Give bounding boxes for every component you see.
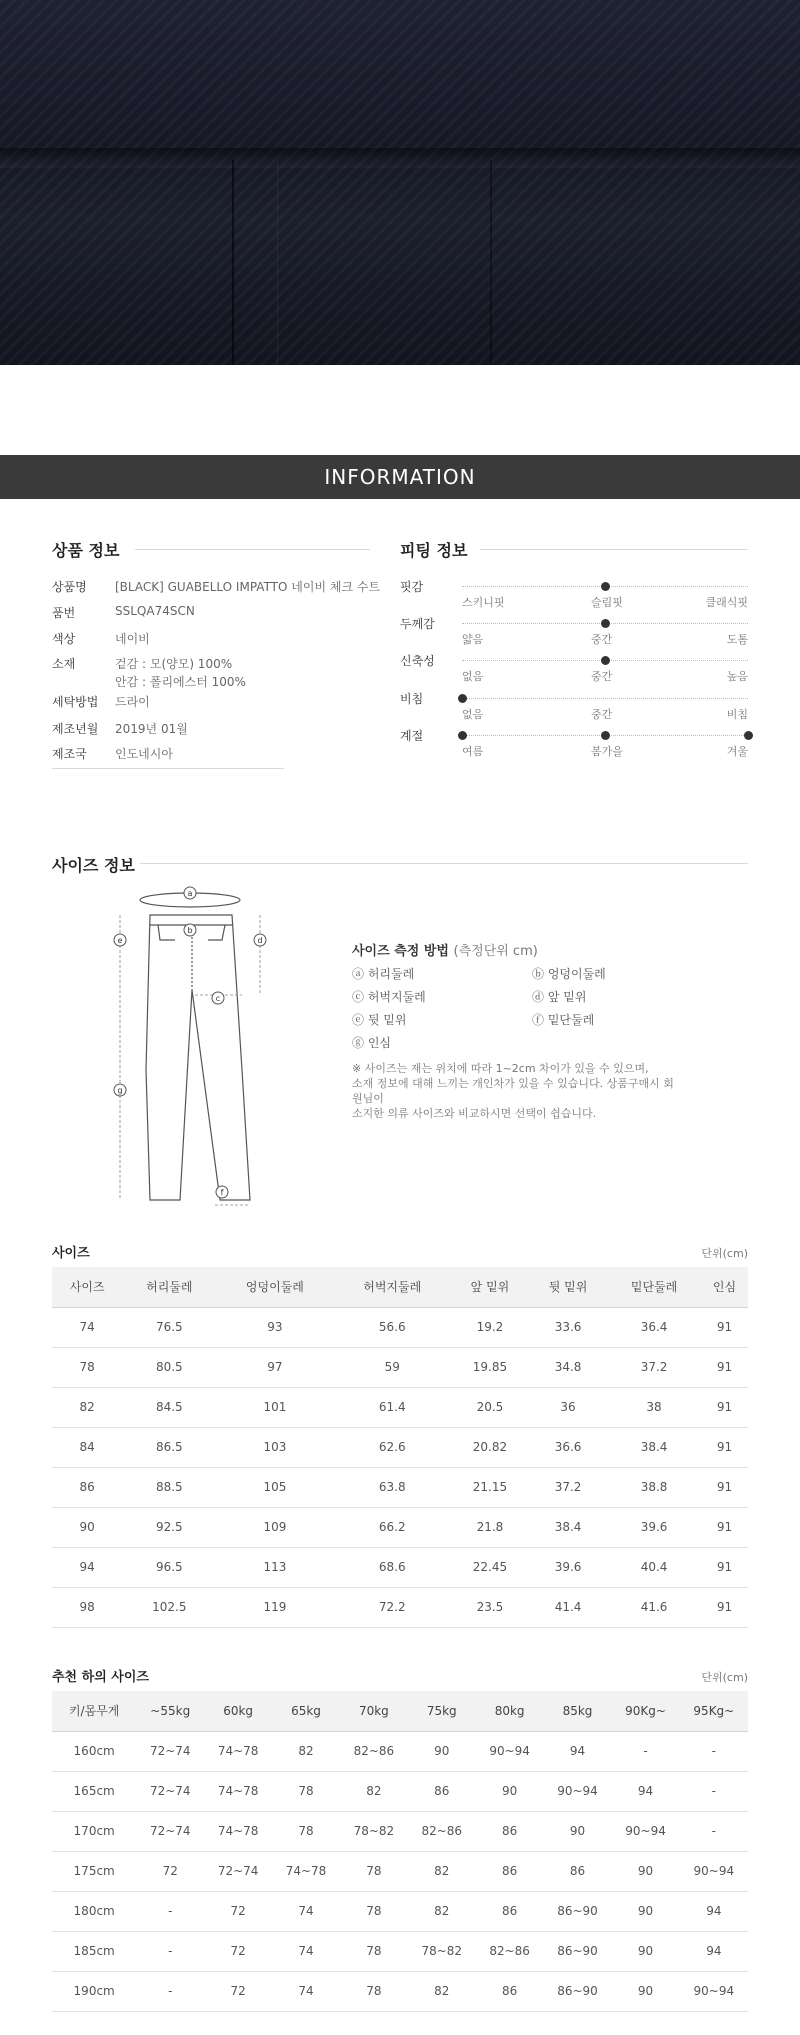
product-info-value: 인도네시아 bbox=[115, 747, 173, 761]
table-cell: 86 bbox=[476, 1851, 544, 1891]
table-header-cell: 80kg bbox=[476, 1691, 544, 1731]
table-cell: 78 bbox=[52, 1347, 122, 1387]
table-cell: 175cm bbox=[52, 1851, 136, 1891]
table-header-cell: 밑단둘레 bbox=[607, 1267, 701, 1307]
table-cell: 40.4 bbox=[607, 1547, 701, 1587]
table-row bbox=[52, 1467, 748, 1507]
recommended-size-unit: 단위(cm) bbox=[701, 1671, 748, 1684]
table-cell: 72 bbox=[204, 1971, 272, 2011]
table-row bbox=[52, 1891, 748, 1931]
table-cell: 22.45 bbox=[451, 1547, 529, 1587]
table-cell: 74~78 bbox=[204, 1771, 272, 1811]
table-cell: 21.8 bbox=[451, 1507, 529, 1547]
table-cell: 38 bbox=[607, 1387, 701, 1427]
method-unit: (측정단위 cm) bbox=[453, 944, 538, 959]
table-cell: 94 bbox=[52, 1547, 122, 1587]
table-cell: 94 bbox=[680, 1891, 748, 1931]
product-info-title: 상품 정보 bbox=[52, 541, 120, 560]
table-cell: 82 bbox=[408, 1971, 476, 2011]
table-header-cell: 65kg bbox=[272, 1691, 340, 1731]
pants-measurement-diagram bbox=[100, 880, 300, 1210]
table-cell: 86~90 bbox=[544, 1971, 612, 2011]
table-cell: 19.85 bbox=[451, 1347, 529, 1387]
table-cell: 36.4 bbox=[607, 1307, 701, 1347]
table-cell: 90~94 bbox=[544, 1771, 612, 1811]
table-cell: 61.4 bbox=[334, 1387, 451, 1427]
fitting-selected-dot bbox=[601, 582, 610, 591]
product-info-value: 네이비 bbox=[115, 632, 150, 646]
table-cell: 72~74 bbox=[204, 1851, 272, 1891]
fitting-label: 두께감 bbox=[400, 617, 435, 631]
table-cell: 103 bbox=[216, 1427, 333, 1467]
table-cell: 20.82 bbox=[451, 1427, 529, 1467]
table-cell: 86 bbox=[408, 1771, 476, 1811]
table-row bbox=[52, 1587, 748, 1627]
product-info-key: 제조년월 bbox=[52, 722, 99, 736]
table-row bbox=[52, 1811, 748, 1851]
table-cell: 82 bbox=[408, 1891, 476, 1931]
table-cell: 180cm bbox=[52, 1891, 136, 1931]
table-cell: 170cm bbox=[52, 1811, 136, 1851]
table-cell: 105 bbox=[216, 1467, 333, 1507]
table-cell: 98 bbox=[52, 1587, 122, 1627]
product-info-value: [BLACK] GUABELLO IMPATTO 네이비 체크 수트 bbox=[115, 580, 381, 594]
table-cell: 72 bbox=[136, 1851, 204, 1891]
table-cell: 78 bbox=[340, 1971, 408, 2011]
table-cell: 82 bbox=[408, 1851, 476, 1891]
table-row bbox=[52, 1971, 748, 2011]
product-info-key: 소재 bbox=[52, 657, 76, 671]
table-cell: 86 bbox=[544, 1851, 612, 1891]
fitting-option: 비침 bbox=[726, 708, 748, 721]
table-header-cell: 95Kg~ bbox=[680, 1691, 748, 1731]
table-cell: 82 bbox=[52, 1387, 122, 1427]
table-cell: 84.5 bbox=[122, 1387, 216, 1427]
marker-label-g: g bbox=[117, 1086, 123, 1095]
table-cell: 19.2 bbox=[451, 1307, 529, 1347]
product-info-key: 세탁방법 bbox=[52, 695, 99, 709]
table-cell: 80.5 bbox=[122, 1347, 216, 1387]
product-info-value: 2019년 01월 bbox=[115, 722, 188, 736]
table-cell: 91 bbox=[701, 1507, 748, 1547]
fitting-option: 중간 bbox=[591, 708, 613, 721]
table-cell: 59 bbox=[334, 1347, 451, 1387]
table-cell: 165cm bbox=[52, 1771, 136, 1811]
table-cell: 86~90 bbox=[544, 1931, 612, 1971]
table-cell: 72~74 bbox=[136, 1811, 204, 1851]
table-cell: 41.4 bbox=[529, 1587, 607, 1627]
fitting-selected-dot bbox=[601, 619, 610, 628]
table-row bbox=[52, 1547, 748, 1587]
table-cell: 93 bbox=[216, 1307, 333, 1347]
table-cell: 78 bbox=[340, 1891, 408, 1931]
table-header-cell: 허리둘레 bbox=[122, 1267, 216, 1307]
table-cell: 74 bbox=[272, 1931, 340, 1971]
table-cell: 21.15 bbox=[451, 1467, 529, 1507]
fitting-label: 핏감 bbox=[400, 580, 424, 594]
fitting-option: 도톰 bbox=[726, 633, 748, 646]
table-cell: 90~94 bbox=[611, 1811, 679, 1851]
table-cell: - bbox=[136, 1931, 204, 1971]
fitting-option: 클래식핏 bbox=[705, 596, 748, 609]
table-cell: 91 bbox=[701, 1387, 748, 1427]
table-row bbox=[52, 1347, 748, 1387]
table-cell: 78 bbox=[340, 1851, 408, 1891]
size-note-line3: 소지한 의류 사이즈와 비교하시면 선택이 쉽습니다. bbox=[352, 1107, 597, 1120]
table-cell: 119 bbox=[216, 1587, 333, 1627]
table-header-cell: 85kg bbox=[544, 1691, 612, 1731]
table-cell: 91 bbox=[701, 1467, 748, 1507]
table-row bbox=[52, 1851, 748, 1891]
table-cell: 91 bbox=[701, 1427, 748, 1467]
table-cell: 92.5 bbox=[122, 1507, 216, 1547]
measurement-item: ⓒ 허벅지둘레 bbox=[352, 990, 426, 1004]
divider bbox=[480, 549, 748, 550]
table-cell: 68.6 bbox=[334, 1547, 451, 1587]
fitting-option: 없음 bbox=[462, 708, 484, 721]
information-banner bbox=[0, 455, 800, 499]
marker-label-c: c bbox=[215, 994, 221, 1003]
table-row bbox=[52, 1387, 748, 1427]
table-cell: 90 bbox=[476, 1771, 544, 1811]
table-cell: 90 bbox=[408, 1731, 476, 1771]
table-cell: 78 bbox=[272, 1771, 340, 1811]
table-header-cell: 허벅지둘레 bbox=[334, 1267, 451, 1307]
table-header-cell: 뒷 밑위 bbox=[529, 1267, 607, 1307]
table-cell: 20.5 bbox=[451, 1387, 529, 1427]
table-cell: 38.4 bbox=[529, 1507, 607, 1547]
table-cell: 90 bbox=[544, 1811, 612, 1851]
measurement-item: ⓑ 엉덩이둘레 bbox=[532, 967, 606, 981]
table-cell: 86 bbox=[52, 1467, 122, 1507]
table-cell: 72~74 bbox=[136, 1771, 204, 1811]
divider bbox=[135, 549, 370, 550]
table-cell: 74~78 bbox=[204, 1811, 272, 1851]
fitting-option: 봄가을 bbox=[591, 745, 623, 758]
table-header-cell: 사이즈 bbox=[52, 1267, 122, 1307]
table-cell: 94 bbox=[544, 1731, 612, 1771]
divider bbox=[140, 863, 748, 864]
fitting-info-title: 피팅 정보 bbox=[400, 541, 468, 560]
marker-label-f: f bbox=[220, 1188, 224, 1197]
fitting-option: 스키니핏 bbox=[462, 596, 505, 609]
table-cell: 39.6 bbox=[607, 1507, 701, 1547]
table-cell: 74 bbox=[52, 1307, 122, 1347]
product-info-value: SSLQA74SCN bbox=[115, 604, 195, 618]
table-cell: 74 bbox=[272, 1891, 340, 1931]
fitting-selected-dot bbox=[458, 731, 467, 740]
table-cell: 90~94 bbox=[476, 1731, 544, 1771]
table-cell: 109 bbox=[216, 1507, 333, 1547]
table-cell: 66.2 bbox=[334, 1507, 451, 1547]
table-cell: 78~82 bbox=[340, 1811, 408, 1851]
table-cell: 74 bbox=[272, 1971, 340, 2011]
table-cell: 82~86 bbox=[408, 1811, 476, 1851]
table-cell: 63.8 bbox=[334, 1467, 451, 1507]
table-cell: 91 bbox=[701, 1307, 748, 1347]
table-cell: 82 bbox=[272, 1731, 340, 1771]
table-cell: 86 bbox=[476, 1891, 544, 1931]
product-info-value: 겉감 : 모(양모) 100% bbox=[115, 657, 233, 671]
table-cell: 78 bbox=[340, 1931, 408, 1971]
fitting-selected-dot bbox=[744, 731, 753, 740]
table-cell: 74~78 bbox=[204, 1731, 272, 1771]
table-cell: 185cm bbox=[52, 1931, 136, 1971]
table-cell: 86 bbox=[476, 1971, 544, 2011]
table-header-cell: 키/몸무게 bbox=[52, 1691, 136, 1731]
recommended-size-table bbox=[52, 1691, 748, 2012]
table-cell: 102.5 bbox=[122, 1587, 216, 1627]
table-header-cell: 인심 bbox=[701, 1267, 748, 1307]
fitting-track bbox=[462, 698, 748, 699]
fitting-selected-dot bbox=[458, 694, 467, 703]
table-row bbox=[52, 1771, 748, 1811]
recommended-size-title: 추천 하의 사이즈 bbox=[52, 1670, 149, 1685]
fitting-option: 없음 bbox=[462, 670, 484, 683]
table-cell: 38.8 bbox=[607, 1467, 701, 1507]
table-cell: 90~94 bbox=[680, 1971, 748, 2011]
size-note-line2: 소재 정보에 대해 느끼는 개인차가 있을 수 있습니다. 상품구매시 회원님이 bbox=[352, 1077, 674, 1105]
fitting-option: 여름 bbox=[462, 745, 484, 758]
product-info-value-2: 안감 : 폴리에스터 100% bbox=[115, 675, 246, 689]
measurement-item: ⓔ 뒷 밑위 bbox=[352, 1013, 407, 1027]
size-table-title: 사이즈 bbox=[52, 1246, 90, 1261]
table-cell: - bbox=[611, 1731, 679, 1771]
size-table bbox=[52, 1267, 748, 1628]
method-title: 사이즈 측정 방법 bbox=[352, 944, 449, 959]
table-cell: 86 bbox=[476, 1811, 544, 1851]
fitting-label: 비침 bbox=[400, 692, 424, 706]
table-cell: 90 bbox=[611, 1931, 679, 1971]
table-cell: 78 bbox=[272, 1811, 340, 1851]
table-cell: 90 bbox=[611, 1891, 679, 1931]
table-cell: 88.5 bbox=[122, 1467, 216, 1507]
information-title: INFORMATION bbox=[324, 465, 476, 489]
product-info-key: 제조국 bbox=[52, 747, 87, 761]
table-row bbox=[52, 1731, 748, 1771]
table-cell: 72 bbox=[204, 1931, 272, 1971]
table-cell: 90~94 bbox=[680, 1851, 748, 1891]
product-photo-trousers-detail bbox=[0, 0, 800, 365]
table-cell: - bbox=[680, 1731, 748, 1771]
product-info-value: 드라이 bbox=[115, 695, 150, 709]
marker-label-b: b bbox=[187, 926, 193, 935]
table-cell: 39.6 bbox=[529, 1547, 607, 1587]
table-cell: 37.2 bbox=[529, 1467, 607, 1507]
table-cell: 56.6 bbox=[334, 1307, 451, 1347]
table-cell: 82 bbox=[340, 1771, 408, 1811]
table-cell: 38.4 bbox=[607, 1427, 701, 1467]
product-info-key: 품번 bbox=[52, 606, 76, 620]
table-cell: 34.8 bbox=[529, 1347, 607, 1387]
table-row bbox=[52, 1307, 748, 1347]
measurement-item: ⓐ 허리둘레 bbox=[352, 967, 415, 981]
table-cell: 74~78 bbox=[272, 1851, 340, 1891]
table-cell: 33.6 bbox=[529, 1307, 607, 1347]
table-cell: 190cm bbox=[52, 1971, 136, 2011]
table-cell: 82~86 bbox=[340, 1731, 408, 1771]
measurement-item: ⓕ 밑단둘레 bbox=[532, 1013, 595, 1027]
table-cell: 91 bbox=[701, 1347, 748, 1387]
table-header-cell: 70kg bbox=[340, 1691, 408, 1731]
table-cell: 86.5 bbox=[122, 1427, 216, 1467]
table-cell: 72~74 bbox=[136, 1731, 204, 1771]
fitting-selected-dot bbox=[601, 731, 610, 740]
measurement-item: ⓓ 앞 밑위 bbox=[532, 990, 587, 1004]
table-cell: 94 bbox=[611, 1771, 679, 1811]
table-cell: 90 bbox=[611, 1851, 679, 1891]
table-cell: 94 bbox=[680, 1931, 748, 1971]
fitting-label: 계절 bbox=[400, 729, 424, 743]
table-cell: - bbox=[680, 1811, 748, 1851]
size-info-title: 사이즈 정보 bbox=[52, 856, 135, 875]
table-cell: - bbox=[680, 1771, 748, 1811]
table-cell: 76.5 bbox=[122, 1307, 216, 1347]
table-cell: 160cm bbox=[52, 1731, 136, 1771]
table-cell: 97 bbox=[216, 1347, 333, 1387]
size-note-line1: ※ 사이즈는 재는 위치에 따라 1~2cm 차이가 있을 수 있으며, bbox=[352, 1062, 649, 1075]
table-cell: 72.2 bbox=[334, 1587, 451, 1627]
table-cell: 36 bbox=[529, 1387, 607, 1427]
table-cell: 84 bbox=[52, 1427, 122, 1467]
table-header-cell: 90Kg~ bbox=[611, 1691, 679, 1731]
table-cell: 90 bbox=[611, 1971, 679, 2011]
table-cell: 82~86 bbox=[476, 1931, 544, 1971]
table-cell: 78~82 bbox=[408, 1931, 476, 1971]
fitting-option: 얇음 bbox=[462, 633, 484, 646]
product-info-key: 상품명 bbox=[52, 580, 87, 594]
table-cell: 113 bbox=[216, 1547, 333, 1587]
table-header-cell: 엉덩이둘레 bbox=[216, 1267, 333, 1307]
table-row bbox=[52, 1507, 748, 1547]
fitting-label: 신축성 bbox=[400, 654, 435, 668]
table-header-cell: 60kg bbox=[204, 1691, 272, 1731]
table-cell: 91 bbox=[701, 1587, 748, 1627]
table-cell: 37.2 bbox=[607, 1347, 701, 1387]
table-cell: - bbox=[136, 1971, 204, 2011]
divider bbox=[52, 768, 284, 769]
table-row bbox=[52, 1931, 748, 1971]
measurement-method bbox=[352, 940, 682, 1121]
table-cell: 72 bbox=[204, 1891, 272, 1931]
measurement-item: ⓖ 인심 bbox=[352, 1036, 391, 1050]
fitting-selected-dot bbox=[601, 656, 610, 665]
marker-label-e: e bbox=[117, 936, 123, 945]
table-cell: 36.6 bbox=[529, 1427, 607, 1467]
table-cell: 96.5 bbox=[122, 1547, 216, 1587]
fitting-option: 슬림핏 bbox=[591, 596, 623, 609]
product-info-key: 색상 bbox=[52, 632, 76, 646]
fitting-option: 높음 bbox=[726, 670, 748, 683]
table-cell: 62.6 bbox=[334, 1427, 451, 1467]
table-header-cell: ~55kg bbox=[136, 1691, 204, 1731]
table-cell: 101 bbox=[216, 1387, 333, 1427]
fitting-option: 중간 bbox=[591, 633, 613, 646]
table-cell: 23.5 bbox=[451, 1587, 529, 1627]
table-cell: 91 bbox=[701, 1547, 748, 1587]
marker-label-d: d bbox=[257, 936, 263, 945]
marker-label-a: a bbox=[187, 889, 193, 898]
table-cell: 41.6 bbox=[607, 1587, 701, 1627]
fitting-option: 겨울 bbox=[726, 745, 748, 758]
table-cell: 86~90 bbox=[544, 1891, 612, 1931]
table-row bbox=[52, 1427, 748, 1467]
table-header-cell: 75kg bbox=[408, 1691, 476, 1731]
fitting-option: 중간 bbox=[591, 670, 613, 683]
table-header-cell: 앞 밑위 bbox=[451, 1267, 529, 1307]
table-cell: - bbox=[136, 1891, 204, 1931]
table-cell: 90 bbox=[52, 1507, 122, 1547]
size-table-unit: 단위(cm) bbox=[701, 1247, 748, 1260]
